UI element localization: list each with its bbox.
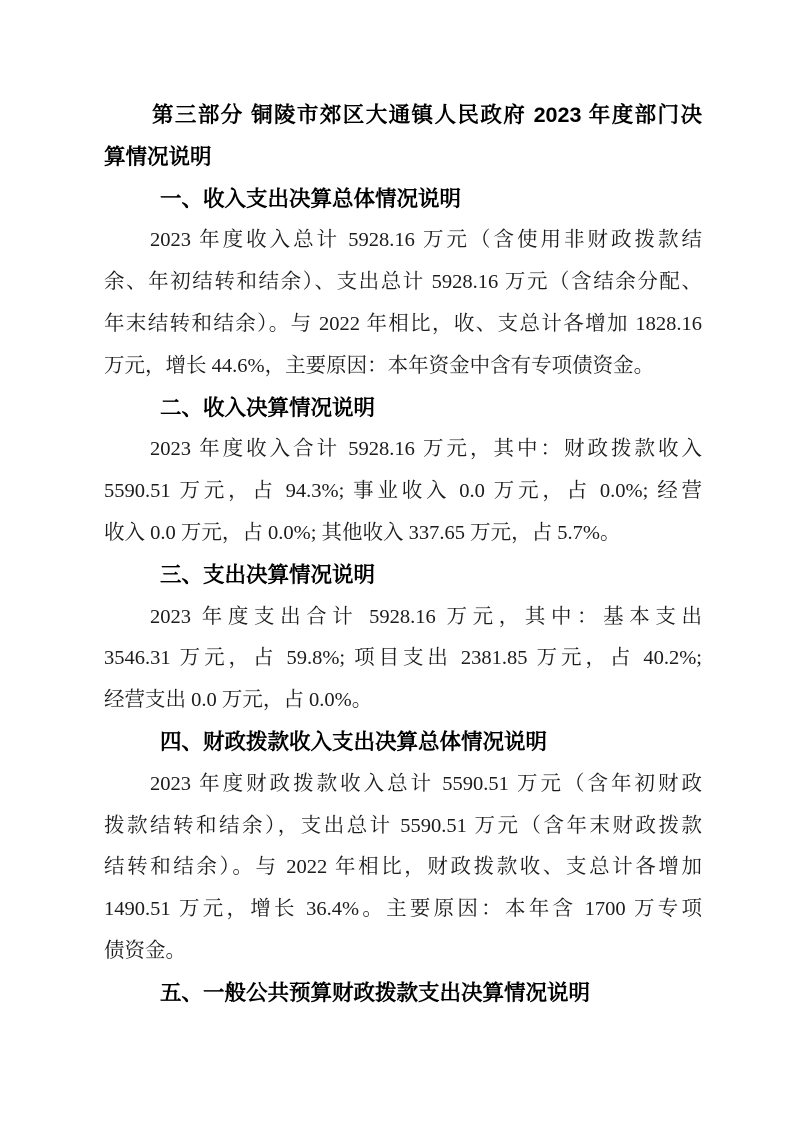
document-title-line: 算情况说明 — [104, 144, 212, 169]
paragraph-line: 收入 0.0 万元，占 0.0%; 其他收入 337.65 万元，占 5.7%。 — [104, 521, 621, 544]
section-heading: 一、收入支出决算总体情况说明 — [160, 186, 462, 211]
paragraph-line: 5590.51 万元，占 94.3%; 事业收入 0.0 万元，占 0.0%; 经营 — [104, 480, 702, 503]
paragraph-line: 2023 年度收入合计 5928.16 万元，其中：财政拨款收入 — [150, 438, 702, 461]
paragraph-line: 2023 年度支出合计 5928.16 万元，其中：基本支出 — [150, 605, 702, 628]
paragraph-line: 拨款结转和结余），支出总计 5590.51 万元（含年末财政拨款 — [104, 814, 702, 837]
paragraph-line: 年末结转和结余）。与 2022 年相比，收、支总计各增加 1828.16 — [104, 312, 702, 335]
paragraph-line: 万元，增长 44.6%，主要原因：本年资金中含有专项债资金。 — [104, 354, 655, 377]
section-heading: 四、财政拨款收入支出决算总体情况说明 — [160, 729, 548, 754]
paragraph-line: 1490.51 万元，增长 36.4%。主要原因：本年含 1700 万专项 — [104, 898, 702, 921]
paragraph-line: 债资金。 — [104, 939, 186, 962]
paragraph-line: 结转和结余）。与 2022 年相比，财政拨款收、支总计各增加 — [104, 856, 702, 879]
paragraph-line: 2023 年度财政拨款收入总计 5590.51 万元（含年初财政 — [150, 772, 702, 795]
section-heading: 五、一般公共预算财政拨款支出决算情况说明 — [160, 980, 591, 1005]
paragraph-line: 经营支出 0.0 万元，占 0.0%。 — [104, 689, 373, 712]
paragraph-line: 2023 年度收入总计 5928.16 万元（含使用非财政拨款结 — [150, 229, 702, 252]
section-heading: 三、支出决算情况说明 — [160, 562, 376, 587]
document-title-line: 第三部分 铜陵市郊区大通镇人民政府 2023 年度部门决 — [152, 103, 702, 127]
section-heading: 二、收入决算情况说明 — [160, 395, 376, 420]
paragraph-line: 3546.31 万元，占 59.8%; 项目支出 2381.85 万元，占 40.2%; — [104, 647, 702, 670]
document-body — [104, 95, 702, 1015]
paragraph-line: 余、年初结转和结余）、支出总计 5928.16 万元（含结余分配、 — [104, 271, 702, 294]
